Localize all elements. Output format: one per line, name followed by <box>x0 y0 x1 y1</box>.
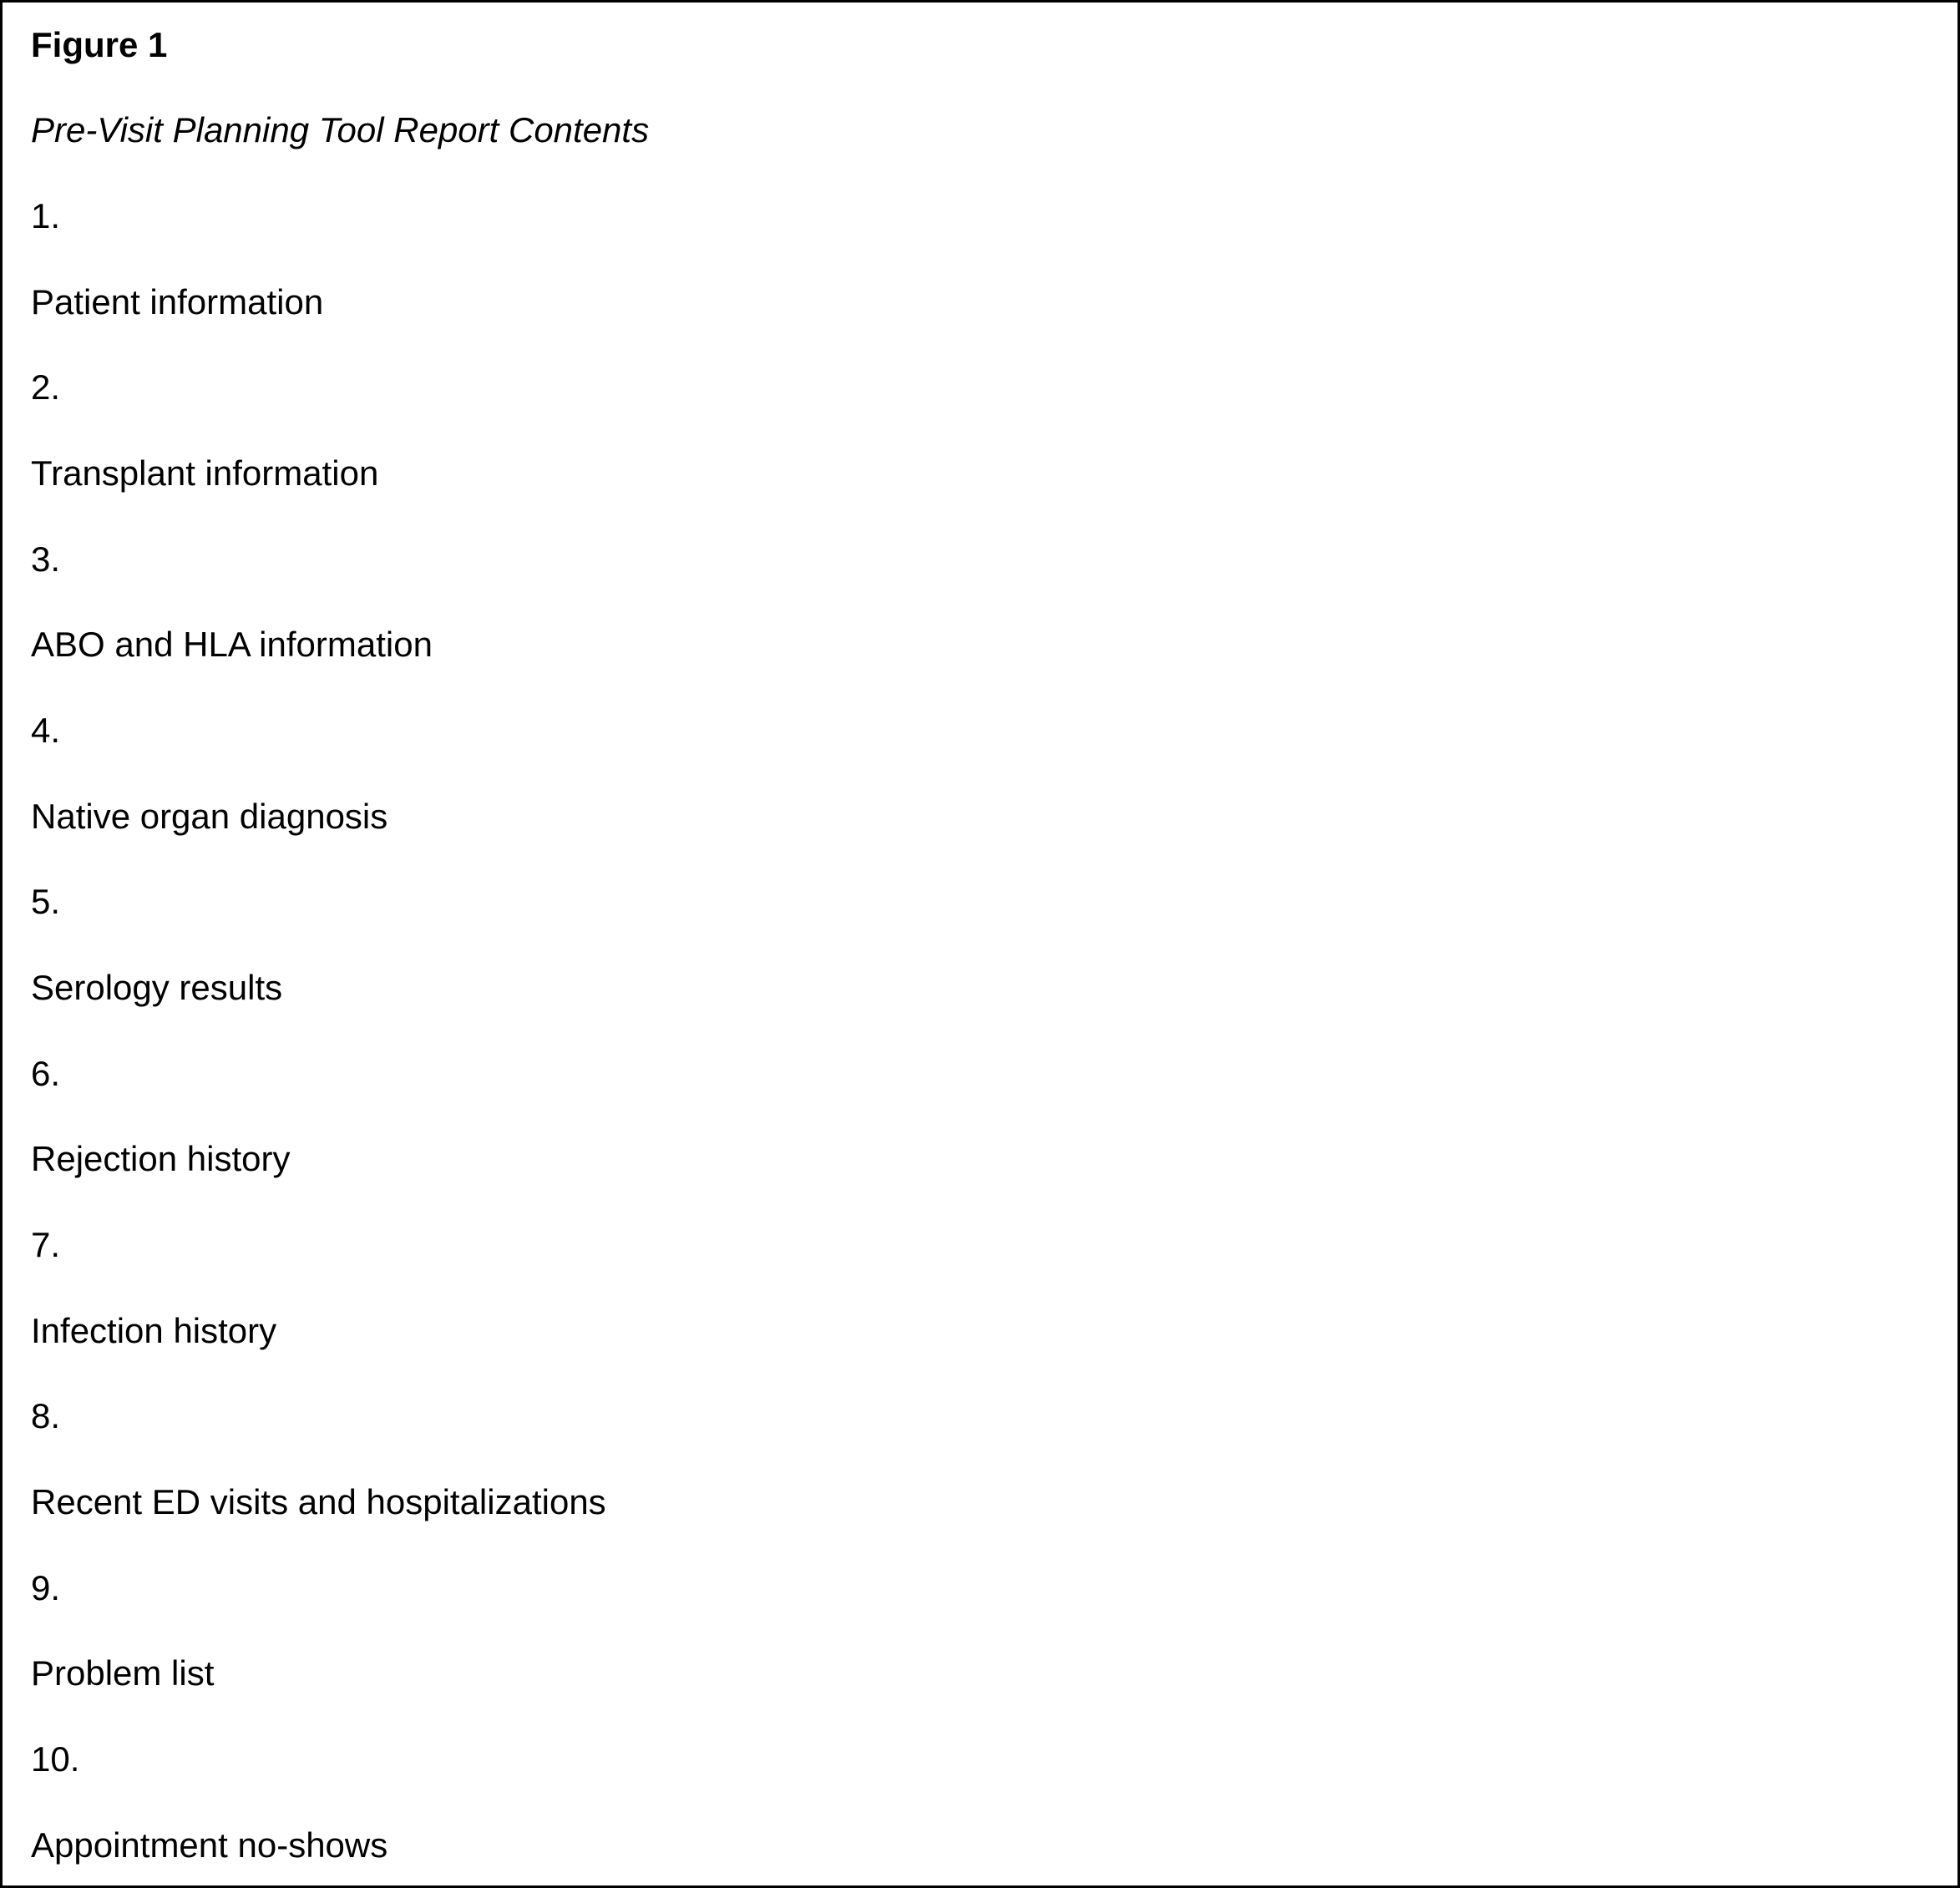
list-item-number-6: 6. <box>31 1054 61 1093</box>
list-item-number-10: 10. <box>31 1739 80 1779</box>
list-item-number-7: 7. <box>31 1225 61 1264</box>
list-item-text-10: Appointment no-shows <box>31 1825 388 1865</box>
list-item-text-3: ABO and HLA information <box>31 625 433 664</box>
list-item-number-9: 9. <box>31 1568 61 1607</box>
list-item-text-7: Infection history <box>31 1311 277 1350</box>
list-item-text-4: Native organ diagnosis <box>31 797 388 836</box>
figure-title: Pre-Visit Planning Tool Report Contents <box>31 110 650 149</box>
list-item-text-1: Patient information <box>31 282 324 321</box>
list-item-number-4: 4. <box>31 711 61 750</box>
list-item-number-2: 2. <box>31 367 61 407</box>
figure-label: Figure 1 <box>31 25 168 64</box>
list-item-text-8: Recent ED visits and hospitalizations <box>31 1482 606 1521</box>
list-item-text-9: Problem list <box>31 1653 215 1693</box>
list-item-text-6: Rejection history <box>31 1139 291 1178</box>
list-item-number-5: 5. <box>31 882 61 921</box>
list-item-number-8: 8. <box>31 1396 61 1435</box>
list-item-text-5: Serology results <box>31 968 283 1007</box>
list-item-number-1: 1. <box>31 196 61 235</box>
list-item-text-2: Transplant information <box>31 453 379 493</box>
list-item-number-3: 3. <box>31 539 61 579</box>
